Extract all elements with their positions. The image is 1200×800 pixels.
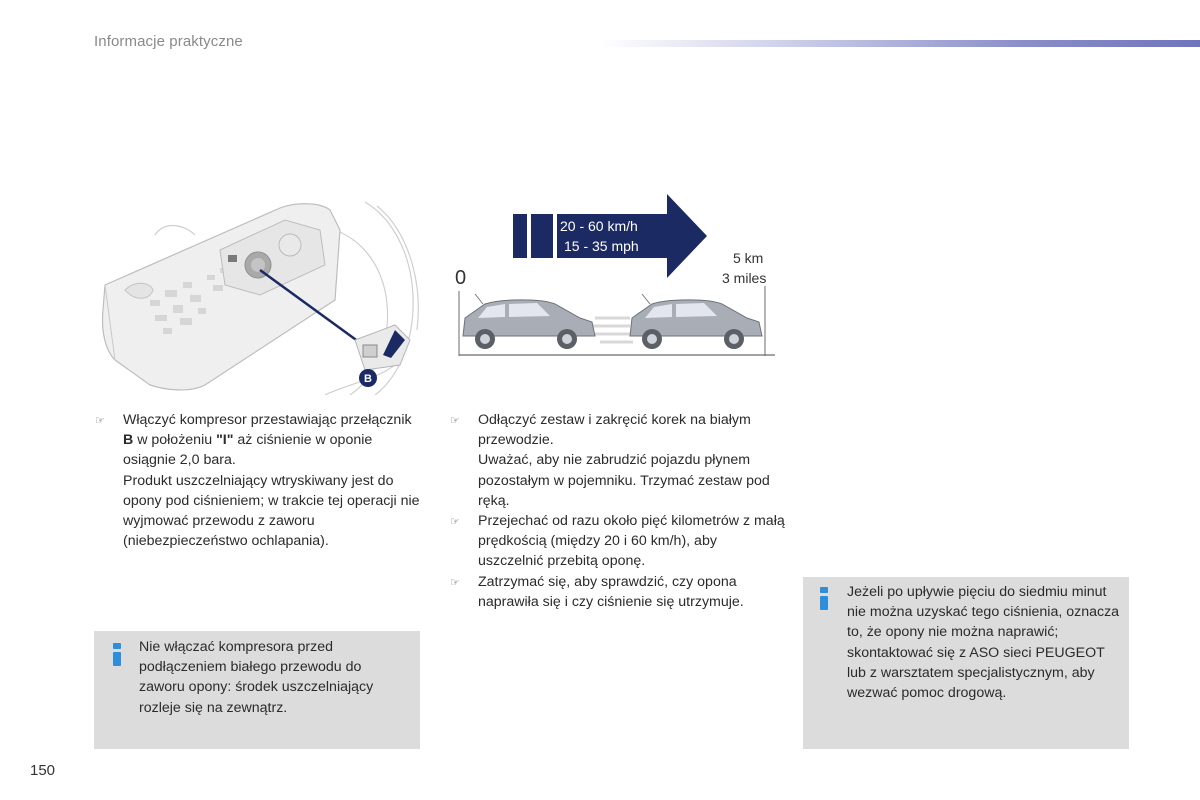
section-title: Informacje praktyczne — [94, 33, 243, 50]
middle-instructions — [450, 410, 785, 612]
info-icon — [819, 587, 828, 610]
instruction-text: Włączyć kompresor przestawiając przełącznik B w położeniu "I" aż ciśnienie w oponie osiągnie 2,0 bara. — [123, 412, 412, 469]
pointing-hand-icon: ☞ — [450, 516, 460, 529]
instruction-text: Odłączyć zestaw i zakręcić korek na białym przewodzie. — [478, 412, 751, 449]
distance-km-label: 5 km — [733, 250, 764, 266]
instruction-text: Przejechać od razu około pięć kilometrów z małą prędkością (między 20 i 60 km/h), aby uszczelnić przebitą oponę. — [478, 513, 785, 570]
info-box-assistance — [803, 577, 1129, 749]
page-number: 150 — [30, 762, 56, 779]
speed-distance-illustration — [445, 186, 780, 361]
start-zero-label: 0 — [455, 267, 467, 289]
pointing-hand-icon: ☞ — [450, 576, 460, 589]
car-start — [463, 294, 595, 349]
left-instructions — [95, 410, 425, 551]
pointing-hand-icon: ☞ — [95, 415, 105, 427]
instruction-note: Produkt uszczelniający wtryskiwany jest do opony pod ciśnieniem; w trakcie tej operacji nie wyjmować przewodu z zaworu (niebezpieczeństwo ochlapania). — [123, 472, 420, 550]
pointing-hand-icon: ☞ — [450, 415, 460, 427]
car-moving — [630, 294, 762, 349]
speed-mph-label: 15 - 35 mph — [564, 238, 639, 254]
header-accent-bar — [600, 40, 1200, 47]
callout-b-label: B — [364, 373, 372, 385]
switch-label: B — [123, 432, 134, 449]
speed-kmh-label: 20 - 60 km/h — [560, 218, 638, 234]
compressor-illustration — [95, 190, 423, 395]
instruction-text: Zatrzymać się, aby sprawdzić, czy opona naprawiła się i czy ciśnienie się utrzymuje. — [478, 573, 744, 610]
instruction-step — [95, 410, 425, 551]
info-box-text: Jeżeli po upływie pięciu do siedmiu minut nie można uzyskać tego ciśnienia, oznacza to, że opony nie można naprawić; skontaktować się z ASO sieci PEUGEOT lub z warsztatem specjalistycznym, aby wezwać pomoc drogową. — [847, 584, 1120, 702]
instruction-step — [450, 511, 785, 572]
instruction-step — [450, 572, 785, 612]
info-icon — [112, 643, 121, 666]
distance-miles-label: 3 miles — [722, 270, 767, 286]
instruction-note: Uważać, aby nie zabrudzić pojazdu płynem pozostałym w pojemniku. Trzymać zestaw pod ręką. — [478, 452, 770, 509]
instruction-step — [450, 410, 785, 511]
info-box-warning — [94, 631, 420, 749]
switch-position: "I" — [216, 432, 234, 449]
info-box-text: Nie włączać kompresora przed podłączeniem białego przewodu do zaworu opony: środek uszczelniający rozleje się na zewnątrz. — [139, 639, 374, 716]
